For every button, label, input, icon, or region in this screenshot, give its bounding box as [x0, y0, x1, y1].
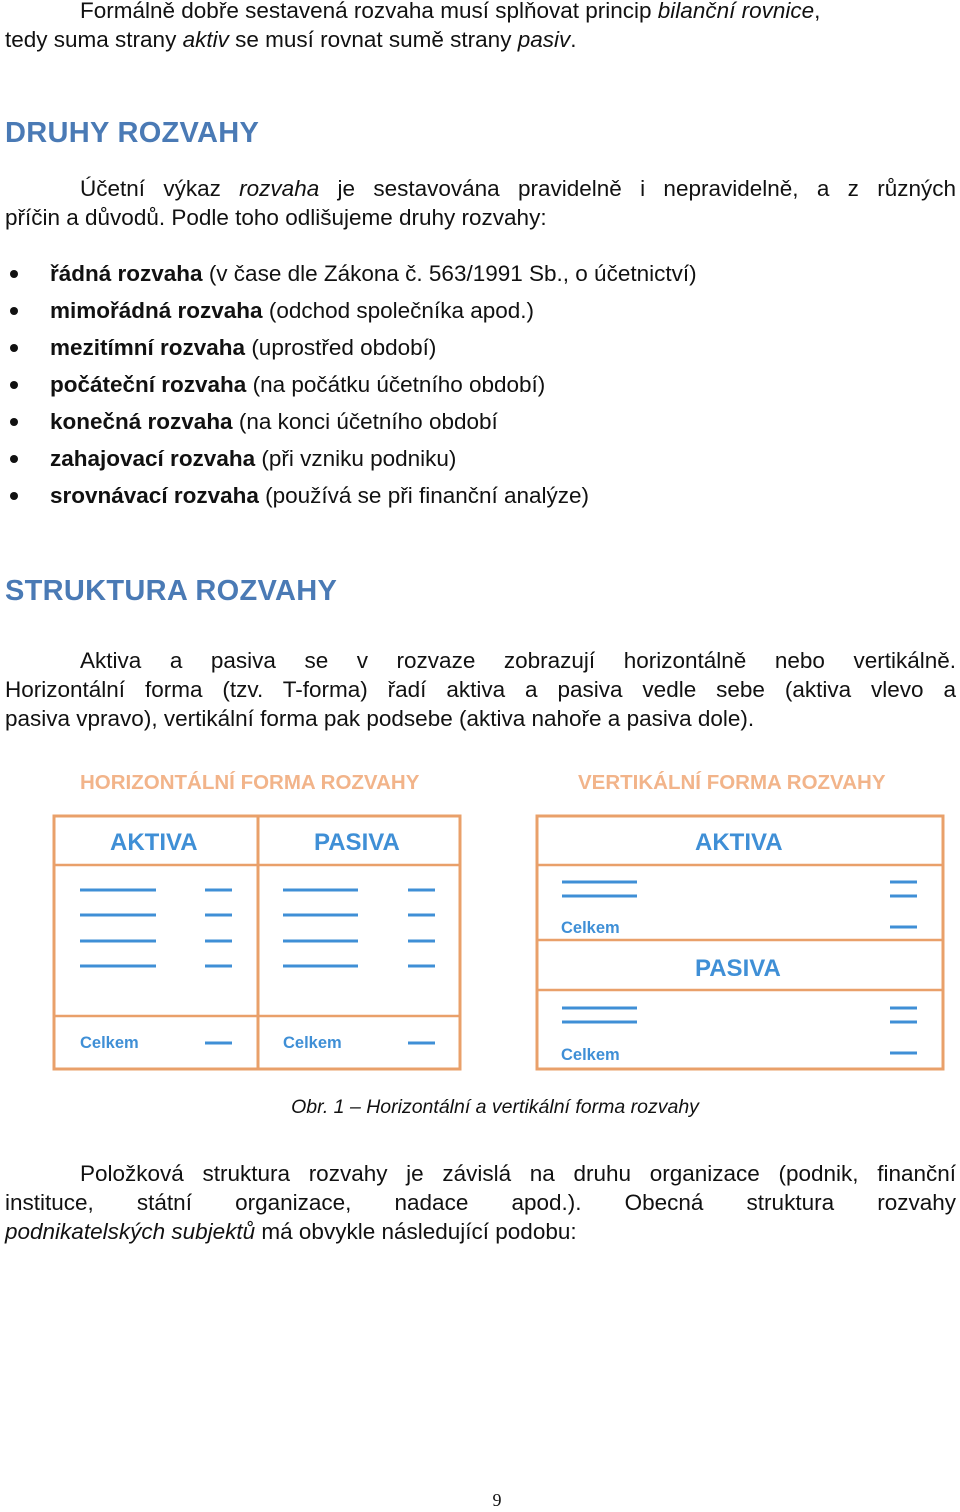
druhy-line-2: příčin a důvodů. Podle toho odlišujeme druhy rozvahy:	[5, 205, 547, 230]
struktura-line-1: Aktiva a pasiva se v rozvaze zobrazují horizontálně nebo vertikálně.	[80, 648, 956, 673]
pasiva-label: PASIVA	[314, 829, 400, 856]
bullet-icon	[10, 270, 18, 278]
list-item: srovnávací rozvaha (používá se při finanční analýze)	[10, 477, 697, 514]
struktura-paragraph	[5, 646, 956, 733]
horizontal-form-title: HORIZONTÁLNÍ FORMA ROZVAHY	[80, 771, 420, 794]
closing-line-2: instituce, státní organizace, nadace apod.). Obecná struktura rozvahy	[5, 1190, 956, 1215]
closing-line-1: Položková struktura rozvahy je závislá na druhu organizace (podnik, finanční	[80, 1161, 956, 1186]
horizontal-form-diagram	[54, 816, 460, 1069]
vertical-aktiva-total-label: Celkem	[561, 919, 620, 937]
section-heading-struktura-rozvahy: STRUKTURA ROZVAHY	[5, 575, 338, 607]
list-item: řádná rozvaha (v čase dle Zákona č. 563/1991 Sb., o účetnictví)	[10, 255, 697, 292]
list-item: počáteční rozvaha (na počátku účetního období)	[10, 366, 697, 403]
intro-line-2: tedy suma strany aktiv se musí rovnat sumě strany pasiv.	[5, 27, 577, 52]
vertical-form-diagram	[537, 816, 943, 1069]
list-item: mezitímní rozvaha (uprostřed období)	[10, 329, 697, 366]
aktiva-label: AKTIVA	[110, 829, 198, 856]
vertical-aktiva-label: AKTIVA	[695, 829, 783, 856]
druhy-line-1: Účetní výkaz rozvaha je sestavována pravidelně i nepravidelně, a z různých	[80, 176, 956, 201]
page-number: 9	[492, 1490, 502, 1510]
list-item: mimořádná rozvaha (odchod společníka apod.)	[10, 292, 697, 329]
aktiva-total-label: Celkem	[80, 1034, 139, 1052]
druhy-rozvahy-list	[10, 255, 697, 514]
struktura-line-3: pasiva vpravo), vertikální forma pak podsebe (aktiva nahoře a pasiva dole).	[5, 706, 755, 731]
pasiva-total-label: Celkem	[283, 1034, 342, 1052]
section-heading-druhy-rozvahy: DRUHY ROZVAHY	[5, 117, 260, 149]
struktura-line-2: Horizontální forma (tzv. T-forma) řadí aktiva a pasiva vedle sebe (aktiva vlevo a	[5, 677, 956, 702]
balance-sheet-forms-figure	[0, 760, 960, 1080]
bullet-icon	[10, 492, 18, 500]
list-item: zahajovací rozvaha (při vzniku podniku)	[10, 440, 697, 477]
bullet-icon	[10, 381, 18, 389]
druhy-paragraph	[5, 174, 956, 232]
vertical-pasiva-total-label: Celkem	[561, 1046, 620, 1064]
closing-paragraph	[5, 1159, 956, 1246]
bullet-icon	[10, 307, 18, 315]
bullet-icon	[10, 344, 18, 352]
vertical-pasiva-label: PASIVA	[695, 955, 781, 982]
closing-line-3: podnikatelských subjektů má obvykle následující podobu:	[5, 1219, 577, 1244]
figure-caption: Obr. 1 – Horizontální a vertikální forma rozvahy	[291, 1096, 699, 1118]
bullet-icon	[10, 418, 18, 426]
vertical-form-title: VERTIKÁLNÍ FORMA ROZVAHY	[578, 771, 886, 794]
bullet-icon	[10, 455, 18, 463]
list-item: konečná rozvaha (na konci účetního období	[10, 403, 697, 440]
intro-line-1: Formálně dobře sestavená rozvaha musí splňovat princip bilanční rovnice,	[80, 0, 821, 23]
intro-paragraph	[5, 0, 956, 54]
